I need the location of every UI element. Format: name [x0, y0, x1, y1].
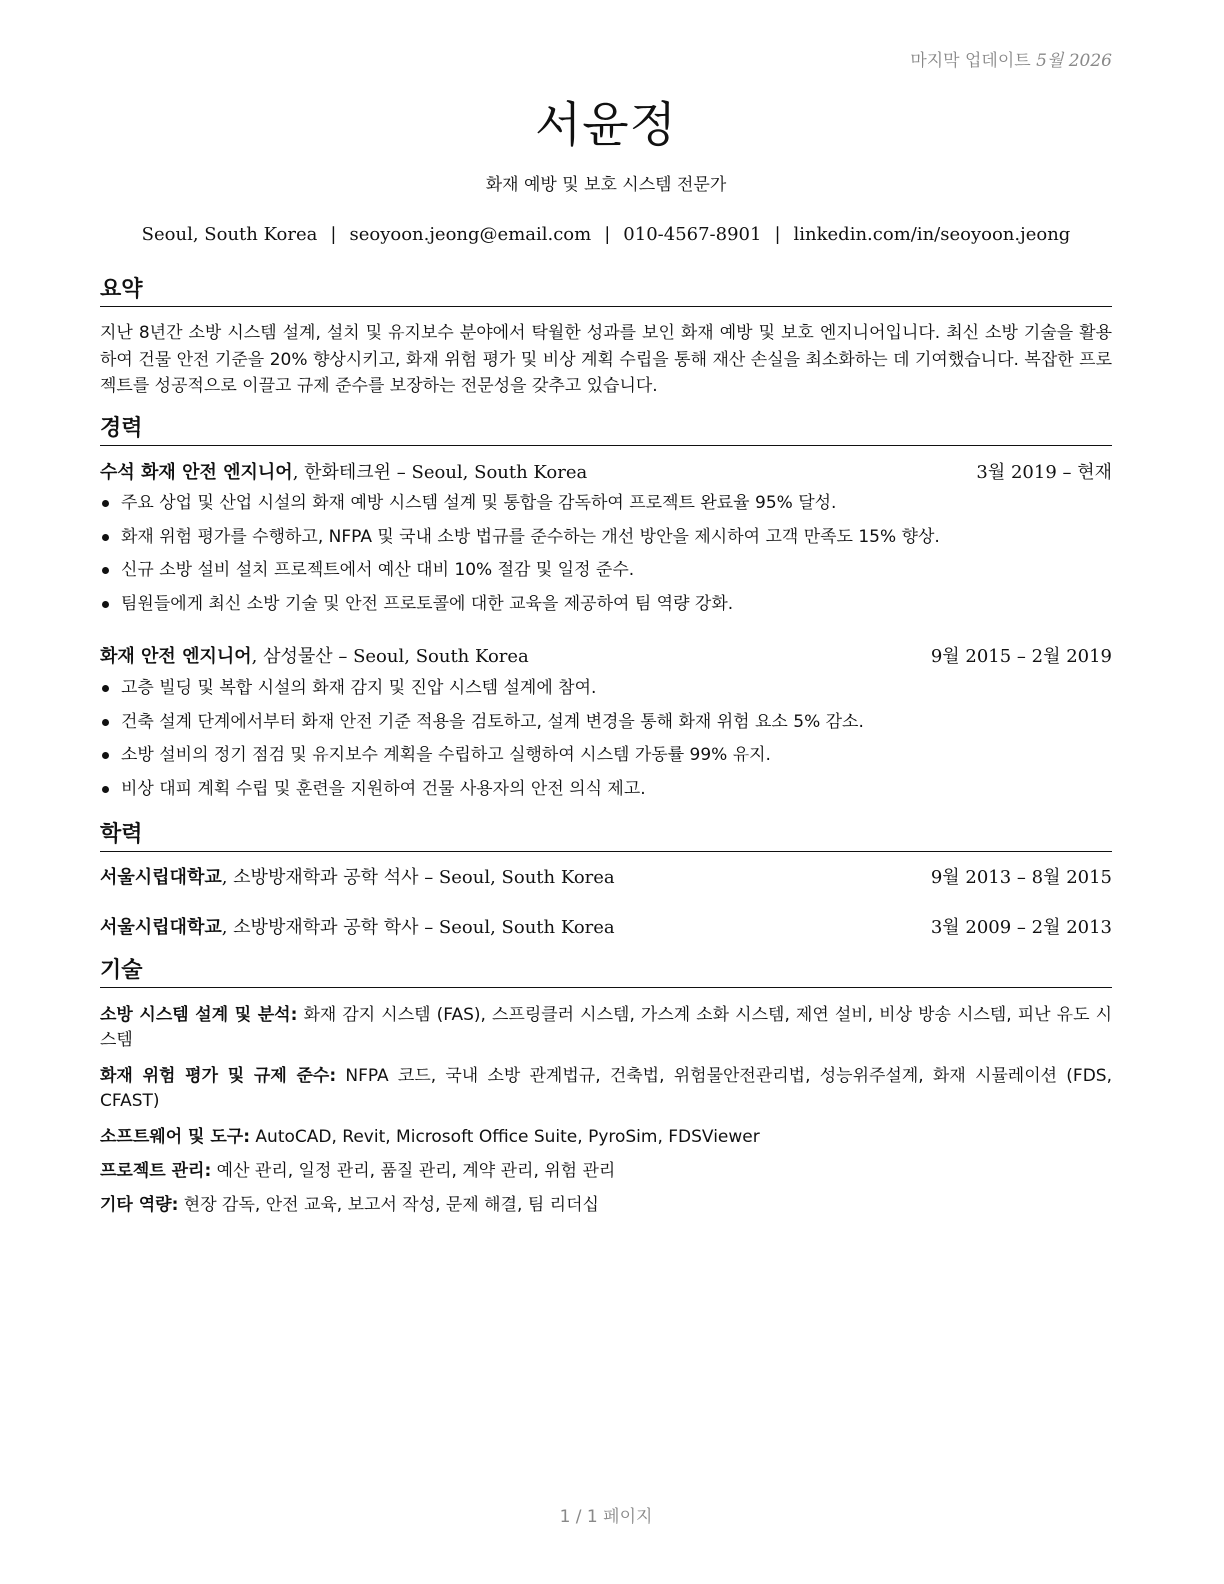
- bullet-text: 비상 대피 계획 수립 및 훈련을 지원하여 건물 사용자의 안전 의식 제고.: [121, 778, 646, 799]
- skill-group: [100, 1003, 1112, 1053]
- experience-bullets: [100, 491, 1112, 625]
- experience-entry-header: [100, 461, 1112, 485]
- skill-label: 프로젝트 관리:: [100, 1161, 212, 1181]
- skill-group: [100, 1125, 1112, 1150]
- last-updated-label: 마지막 업데이트: [910, 51, 1031, 71]
- education-entry: [100, 916, 1112, 940]
- bullet-dot: [102, 500, 109, 507]
- contact-line: [100, 224, 1112, 245]
- bullet-dot: [102, 601, 109, 608]
- contact-phone[interactable]: 010-4567-8901: [623, 224, 762, 245]
- bullet-dot: [102, 567, 109, 574]
- skill-value: 화재 감지 시스템 (FAS), 스프링클러 시스템, 가스계 소화 시스템, 제연 설비, 비상 방송 시스템, 피난 유도 시스템: [100, 1005, 1112, 1050]
- page-number: 1 / 1 페이지: [559, 1507, 653, 1527]
- job-dates: 9월 2015 – 2월 2019: [930, 646, 1112, 667]
- contact-separator: |: [330, 224, 337, 245]
- bullet-text: 화재 위험 평가를 수행하고, NFPA 및 국내 소방 법규를 준수하는 개선 방안을 제시하여 고객 만족도 15% 향상.: [121, 526, 940, 547]
- bullet-item: [100, 777, 1112, 811]
- job-dates: 3월 2019 – 현재: [976, 462, 1112, 483]
- bullet-item: [100, 491, 1112, 525]
- job-title: 화재 안전 엔지니어: [100, 646, 252, 667]
- experience-entry-header: [100, 645, 1112, 669]
- education-dates: 3월 2009 – 2월 2013: [930, 917, 1112, 938]
- summary-text: 지난 8년간 소방 시스템 설계, 설치 및 유지보수 분야에서 탁월한 성과를 보인 화재 예방 및 보호 엔지니어입니다. 최신 소방 기술을 활용하여 건물 안전 기준을 20% 향상시키고, 화재 위험 평가 및 비상 계획 수립을 통해 재산 손실을 최소화하는 데 기여했습니다. 복잡한 프로젝트를 성공적으로 이끌고 규제 준수를 보장하는 전문성을 갖추고 있습니다.: [100, 323, 1112, 396]
- skill-group: [100, 1193, 1112, 1218]
- bullet-dot: [102, 534, 109, 541]
- bullet-item: [100, 558, 1112, 592]
- skill-group: [100, 1159, 1112, 1184]
- bullet-text: 소방 설비의 정기 점검 및 유지보수 계획을 수립하고 실행하여 시스템 가동률 99% 유지.: [121, 745, 771, 766]
- bullet-item: [100, 710, 1112, 744]
- education-entry: [100, 866, 1112, 890]
- contact-email[interactable]: seoyoon.jeong@email.com: [349, 224, 592, 245]
- person-name: 서윤정: [534, 97, 678, 153]
- last-updated: [910, 46, 1112, 71]
- education-dates: 9월 2013 – 8월 2015: [930, 867, 1112, 888]
- skill-value: AutoCAD, Revit, Microsoft Office Suite, PyroSim, FDSViewer: [250, 1127, 760, 1147]
- bullet-item: [100, 592, 1112, 626]
- job-title: 수석 화재 안전 엔지니어: [100, 462, 293, 483]
- skill-label: 화재 위험 평가 및 규제 준수:: [100, 1066, 337, 1086]
- bullet-text: 주요 상업 및 산업 시설의 화재 예방 시스템 설계 및 통합을 감독하여 프로젝트 완료율 95% 달성.: [121, 493, 837, 513]
- bullet-dot: [102, 719, 109, 726]
- bullet-dot: [102, 786, 109, 793]
- contact-separator: |: [604, 224, 611, 245]
- experience-bullets: [100, 676, 1112, 810]
- resume-page: [100, 0, 1112, 1584]
- skill-label: 기타 역량:: [100, 1195, 179, 1215]
- skill-label: 소방 시스템 설계 및 분석:: [100, 1005, 298, 1025]
- school-name: 서울시립대학교: [100, 917, 222, 938]
- degree-info: , 소방방재학과 공학 학사 – Seoul, South Korea: [221, 917, 615, 938]
- section-heading-summary: 요약: [100, 276, 1112, 307]
- contact-separator: |: [774, 224, 781, 245]
- section-heading-experience: 경력: [100, 415, 1112, 446]
- contact-linkedin[interactable]: linkedin.com/in/seoyoon.jeong: [793, 224, 1071, 245]
- skill-value: 현장 감독, 안전 교육, 보고서 작성, 문제 해결, 팀 리더십: [178, 1195, 599, 1215]
- bullet-text: 팀원들에게 최신 소방 기술 및 안전 프로토콜에 대한 교육을 제공하여 팀 역량 강화.: [121, 593, 734, 614]
- bullet-text: 건축 설계 단계에서부터 화재 안전 기준 적용을 검토하고, 설계 변경을 통해 화재 위험 요소 5% 감소.: [121, 711, 864, 732]
- bullet-dot: [102, 752, 109, 759]
- bullet-item: [100, 743, 1112, 777]
- school-name: 서울시립대학교: [100, 867, 222, 888]
- degree-info: , 소방방재학과 공학 석사 – Seoul, South Korea: [221, 867, 615, 888]
- bullet-item: [100, 525, 1112, 559]
- job-employer: , 삼성물산 – Seoul, South Korea: [251, 646, 529, 667]
- skill-label: 소프트웨어 및 도구:: [100, 1127, 251, 1147]
- section-heading-skills: 기술: [100, 957, 1112, 988]
- bullet-text: 고층 빌딩 및 복합 시설의 화재 감지 및 진압 시스템 설계에 참여.: [121, 678, 597, 698]
- job-employer: , 한화테크윈 – Seoul, South Korea: [292, 462, 588, 483]
- bullet-text: 신규 소방 설비 설치 프로젝트에서 예산 대비 10% 절감 및 일정 준수.: [121, 560, 635, 581]
- bullet-item: [100, 676, 1112, 710]
- contact-location: Seoul, South Korea: [141, 224, 318, 245]
- section-heading-education: 학력: [100, 821, 1112, 852]
- bullet-dot: [102, 685, 109, 692]
- skill-value: 예산 관리, 일정 관리, 품질 관리, 계약 관리, 위험 관리: [211, 1161, 616, 1181]
- headline: 화재 예방 및 보호 시스템 전문가: [485, 175, 727, 195]
- skill-group: [100, 1064, 1112, 1114]
- skill-value: NFPA 코드, 국내 소방 관계법규, 건축법, 위험물안전관리법, 성능위주설계, 화재 시뮬레이션 (FDS, CFAST): [100, 1066, 1112, 1111]
- last-updated-date: 5월 2026: [1036, 51, 1112, 71]
